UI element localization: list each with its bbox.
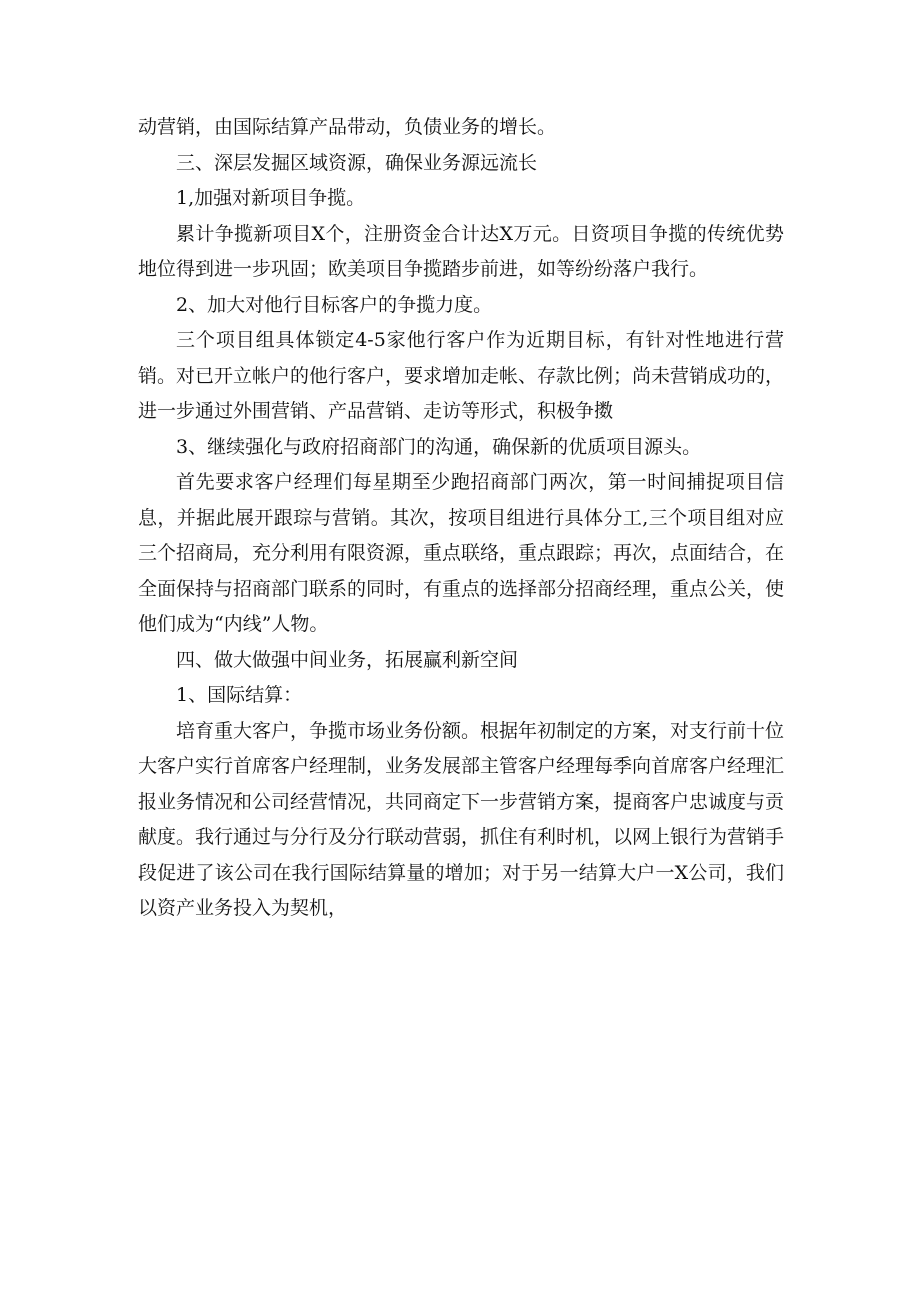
paragraph-new-projects: 累计争揽新项目X个，注册资金合计达X万元。日资项目争揽的传统优势地位得到进一步巩固；欧美项目争揽踏步前进，如等纷纷落户我行。 — [138, 222, 784, 280]
subheading-international-settlement: 1、国际结算： — [176, 684, 303, 706]
subheading-other-bank-clients: 2、加大对他行目标客户的争揽力度。 — [176, 293, 493, 316]
subheading-government-communication: 3、继续强化与政府招商部门的沟通，确保新的优质项目源头。 — [176, 435, 702, 458]
document-body — [138, 110, 784, 927]
subheading-new-projects: 1,加强对新项目争揽。 — [176, 187, 366, 209]
paragraph-continuation: 动营销，由国际结算产品带动，负债业务的增长。 — [138, 116, 557, 138]
section-heading-three: 三、深层发掘区域资源，确保业务源远流长 — [176, 151, 538, 174]
paragraph-government-communication: 首先要求客户经理们每星期至少跑招商部门两次，第一时间捕捉项目信息，并据此展开跟琮与营销。其次，按项目组进行具体分工,三个项目组对应三个招商局，充分利用有限资源，重点联络，重点跟踪；再次，点面结合，在全面保持与招商部门联系的同时，有重点的选择部分招商经理，重点公关，使他们成为“内线”人物。 — [138, 471, 785, 635]
section-heading-four: 四、做大做强中间业务，拓展赢利新空间 — [176, 648, 519, 671]
paragraph-other-bank-clients: 三个项目组具体锁定4-5家他行客户作为近期目标，有针对性地进行营销。对已开立帐户的他行客户，要求增加走帐、存款比例；尚未营销成功的，进一步通过外围营销、产品营销、走访等形式，积极争擞 — [138, 329, 785, 422]
paragraph-international-settlement: 培育重大客户，争揽市场业务份额。根据年初制定的方案，对支行前十位大客户实行首席客户经理制，业务发展部主管客户经理每季向首席客户经理汇报业务情况和公司经营情况，共同商定下一步营销方案，提商客户忠诚度与贡献度。我行通过与分行及分行联动营弱，抓住有利时机，以网上银行为营销手段促进了该公司在我行国际结算量的增加；对于另一结算大户一X公司，我们以资产业务投入为契机， — [138, 719, 785, 919]
